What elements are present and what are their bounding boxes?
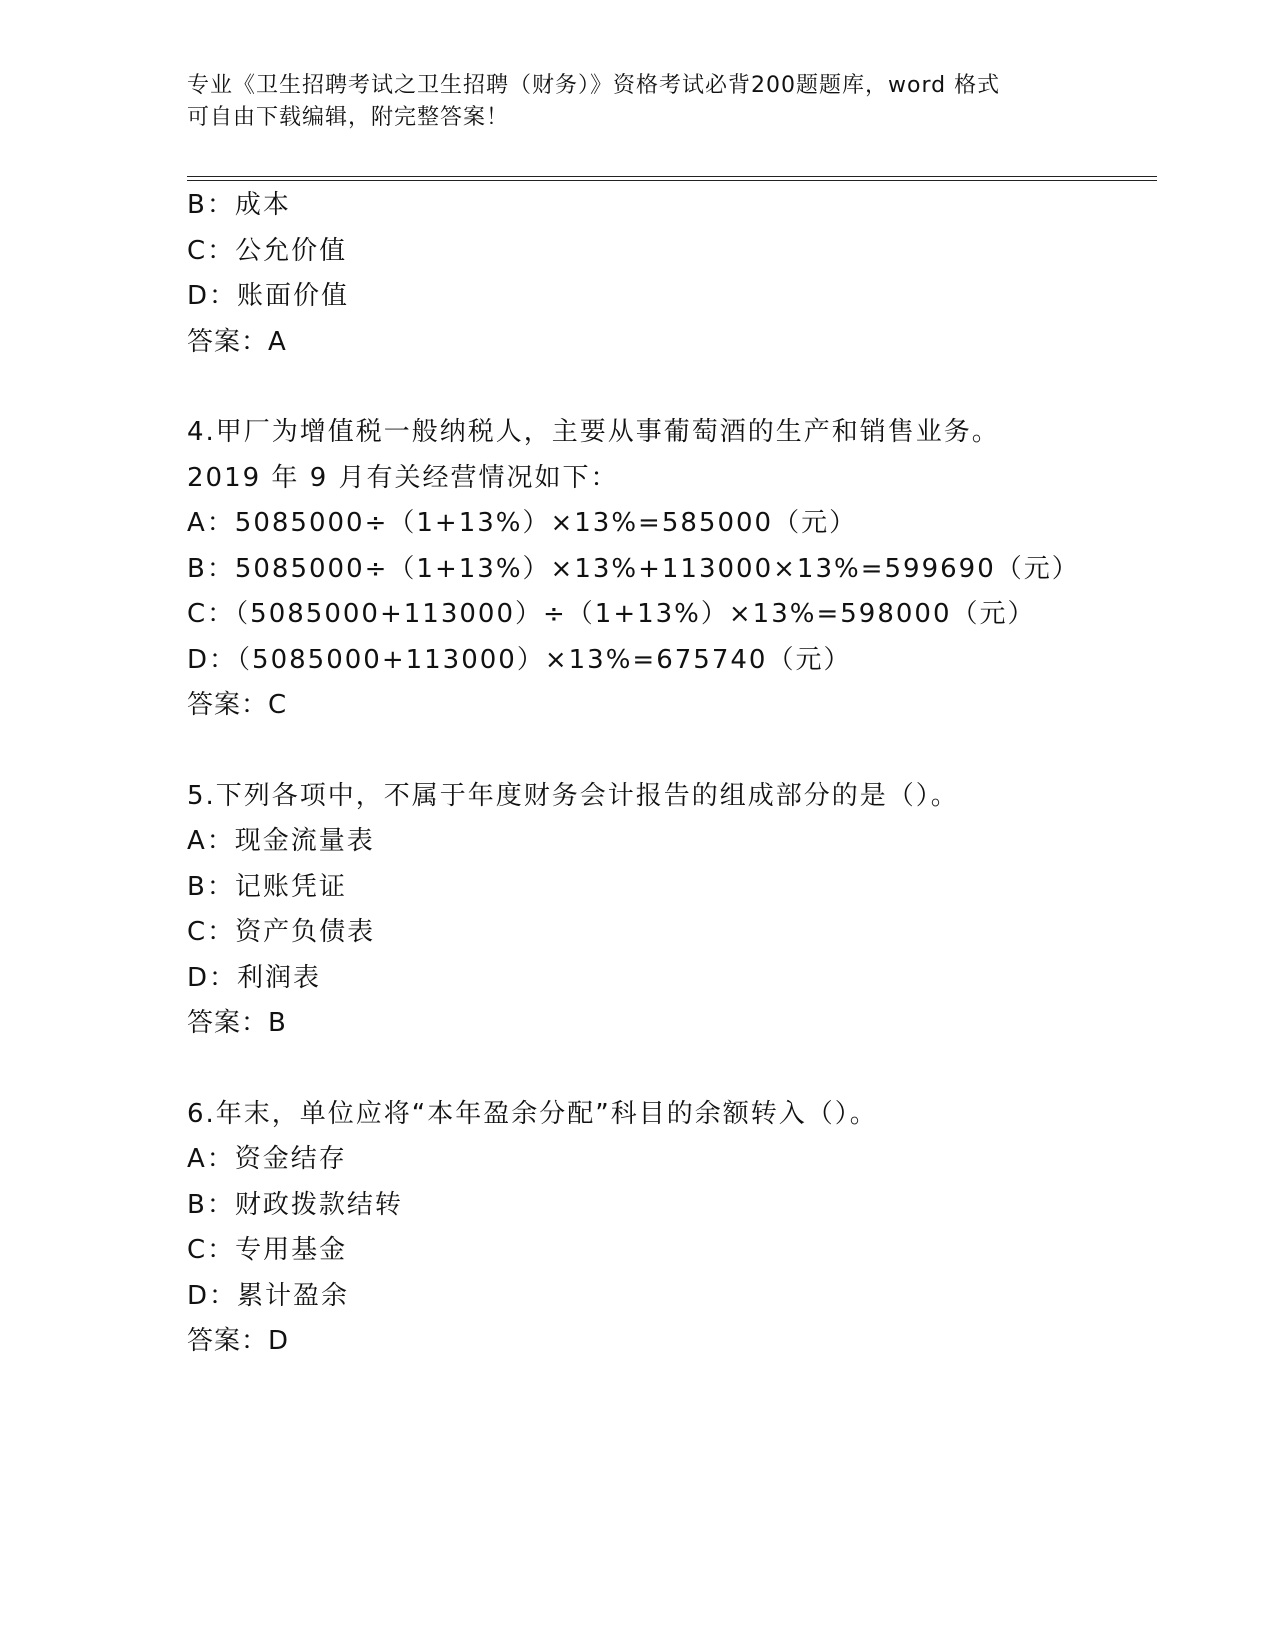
question-6 [187, 1092, 1157, 1365]
option-d: D：（5085000+113000）×13%=675740（元） [187, 644, 852, 675]
answer: 答案：D [187, 1326, 290, 1356]
option-a: A：资金结存 [187, 1144, 347, 1174]
question-4 [187, 410, 1157, 729]
option-c: C：专用基金 [187, 1235, 348, 1265]
question-stem-continued: 2019 年 9 月有关经营情况如下： [187, 462, 619, 493]
question-3-tail [187, 183, 1157, 365]
option-a: A：现金流量表 [187, 826, 375, 856]
option-b: B：成本 [187, 190, 291, 220]
option-c: C：资产负债表 [187, 917, 376, 947]
answer: 答案：C [187, 690, 288, 720]
question-5 [187, 774, 1157, 1047]
answer: 答案：A [187, 326, 287, 357]
option-c: C：（5085000+113000）÷（1+13%）×13%=598000（元） [187, 599, 1036, 629]
option-b: B：财政拨款结转 [187, 1189, 403, 1220]
option-d: D：利润表 [187, 962, 322, 993]
document-header [187, 70, 1157, 134]
option-c: C：公允价值 [187, 235, 348, 266]
option-d: D：累计盈余 [187, 1280, 350, 1311]
document-page [187, 70, 1157, 1365]
question-stem: 6.年末，单位应将“本年盈余分配”科目的余额转入（）。 [187, 1098, 878, 1129]
option-a: A：5085000÷（1+13%）×13%=585000（元） [187, 508, 858, 538]
question-stem: 4.甲厂为增值税一般纳税人，主要从事葡萄酒的生产和销售业务。 [187, 417, 1000, 447]
header-title-line-2: 可自由下载编辑，附完整答案！ [187, 105, 510, 130]
option-b: B：记账凭证 [187, 871, 347, 902]
option-b: B：5085000÷（1+13%）×13%+113000×13%=599690（元） [187, 553, 1080, 584]
header-title-line-1: 专业《卫生招聘考试之卫生招聘（财务）》资格考试必背200题题库，word 格式 [187, 73, 1001, 98]
answer: 答案：B [187, 1008, 287, 1038]
header-divider [187, 176, 1157, 181]
question-stem: 5.下列各项中，不属于年度财务会计报告的组成部分的是（）。 [187, 780, 959, 811]
option-d: D：账面价值 [187, 281, 350, 311]
